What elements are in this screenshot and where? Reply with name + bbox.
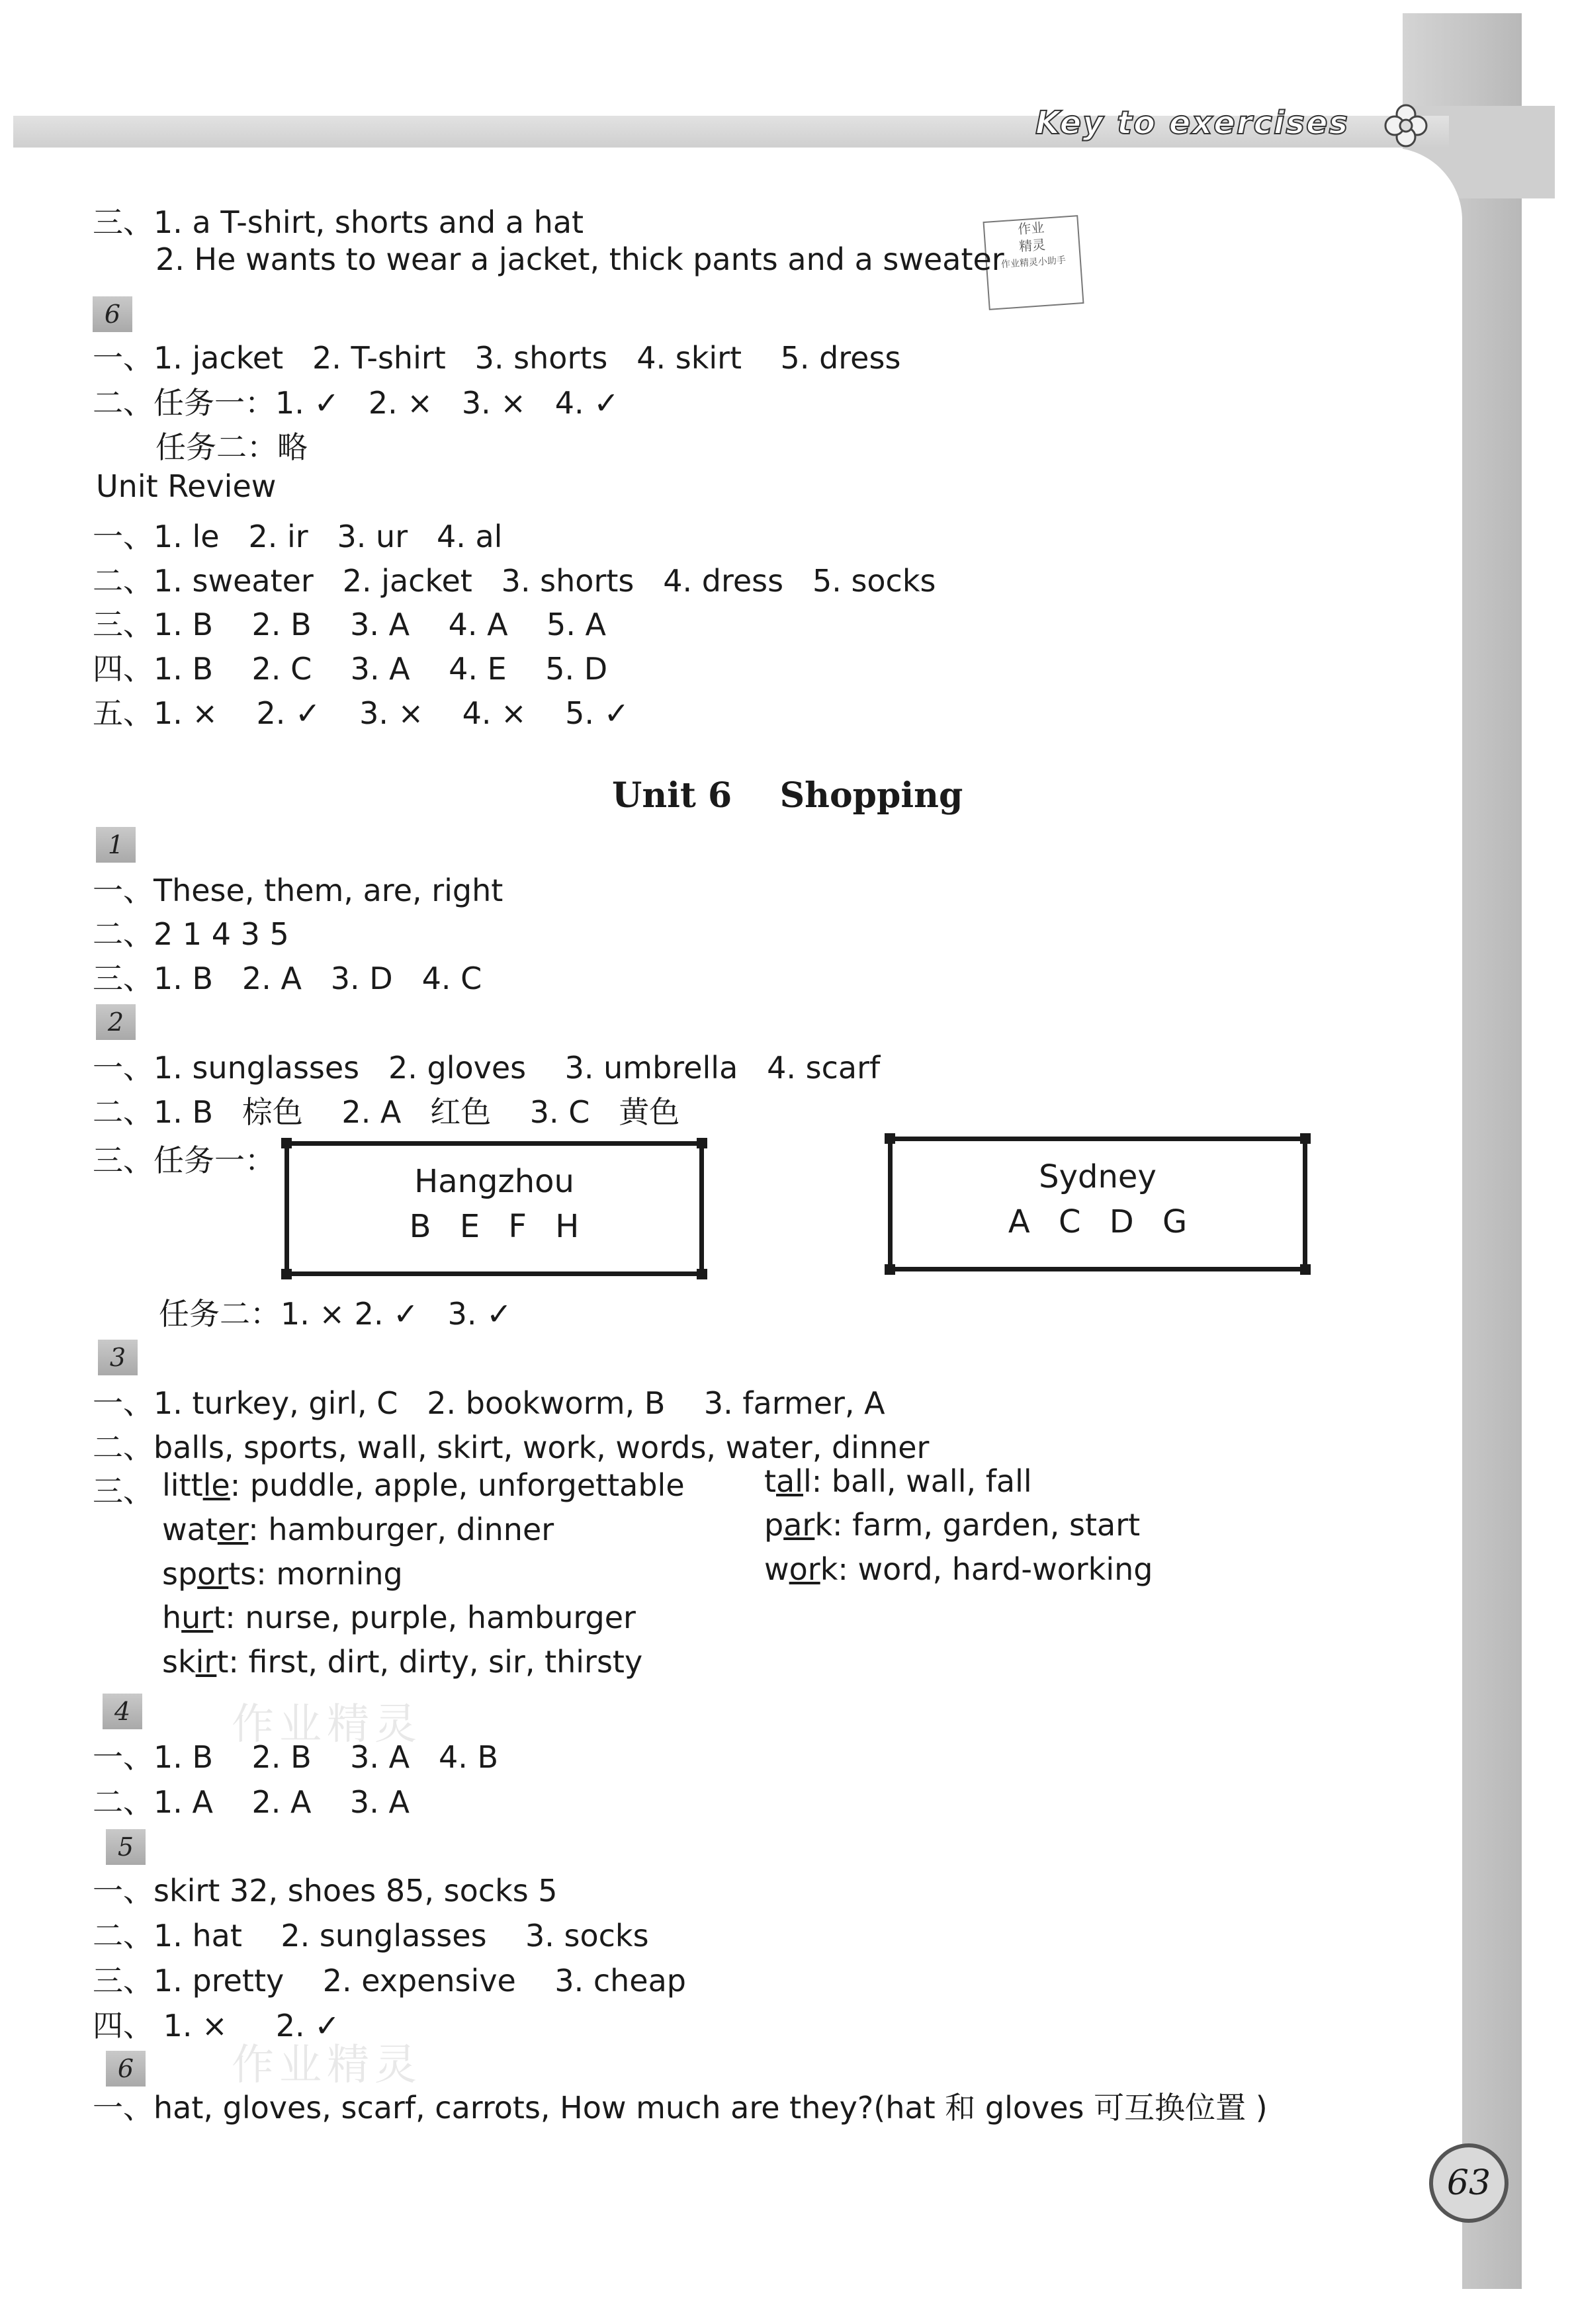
- section-badge: 5: [106, 1829, 146, 1865]
- stamp-line: 作业: [1017, 219, 1045, 237]
- header-title: Key to exercises: [1035, 105, 1350, 142]
- word-rest: l: ball, wall, fall: [803, 1463, 1032, 1499]
- phonics-row: [162, 1467, 685, 1503]
- answer-line: 二、任务一：1. ✓ 2. × 3. × 4. ✓: [93, 385, 619, 421]
- word-part-underlined: ir: [195, 1644, 217, 1680]
- section-badge: 1: [96, 827, 136, 863]
- section-badge: 6: [106, 2051, 146, 2087]
- answer-line: 四、1. B 2. C 3. A 4. E 5. D: [93, 651, 608, 687]
- word-part: sk: [162, 1644, 196, 1680]
- box-corner: [697, 1269, 707, 1279]
- word-part: p: [764, 1507, 784, 1543]
- watermark: 作业精灵: [232, 1700, 422, 1749]
- answer-line: 二、1. A 2. A 3. A: [93, 1784, 410, 1820]
- answer-line: 四、 1. × 2. ✓: [93, 2008, 340, 2044]
- page-number: 63: [1429, 2143, 1508, 2223]
- city-letters: B E F H: [409, 1208, 580, 1245]
- answer-line: 二、1. B 棕色 2. A 红色 3. C 黄色: [93, 1094, 680, 1130]
- word-part-underlined: er: [217, 1512, 249, 1547]
- box-corner: [1300, 1264, 1311, 1275]
- section-badge: 3: [98, 1340, 138, 1375]
- unit-heading: Unit 6 Shopping: [612, 775, 963, 816]
- answer-line: 一、1. le 2. ir 3. ur 4. al: [93, 519, 503, 554]
- city-name: Sydney: [1039, 1158, 1157, 1195]
- answer-line: 一、These, them, are, right: [93, 873, 503, 908]
- word-part-underlined: or: [789, 1551, 820, 1587]
- section-badge: 4: [103, 1694, 142, 1729]
- answer-line: 一、skirt 32, shoes 85, socks 5: [93, 1873, 558, 1909]
- box-corner: [885, 1264, 895, 1275]
- section-title: Unit Review: [96, 468, 277, 504]
- answer-line: 三、1. B 2. A 3. D 4. C: [93, 961, 482, 996]
- section-badge: 6: [93, 296, 132, 332]
- phonics-row: [162, 1644, 642, 1680]
- answer-line: 任务二：1. × 2. ✓ 3. ✓: [159, 1296, 512, 1332]
- stamp-line: 作业精灵小助手: [1000, 255, 1067, 271]
- word-rest: t: first, dirt, dirty, sir, thirsty: [216, 1644, 643, 1680]
- word-rest: : hamburger, dinner: [248, 1512, 554, 1547]
- box-corner: [1300, 1133, 1311, 1144]
- word-part: litt: [162, 1467, 203, 1503]
- box-corner: [697, 1138, 707, 1148]
- word-part-underlined: al: [776, 1463, 804, 1499]
- answer-line: 三、1. B 2. B 3. A 4. A 5. A: [93, 607, 607, 642]
- answer-line: 一、1. B 2. B 3. A 4. B: [93, 1739, 499, 1775]
- phonics-row: [162, 1556, 403, 1592]
- answer-line: 二、2 1 4 3 5: [93, 916, 289, 952]
- stamp-line: 精灵: [1018, 236, 1046, 255]
- phonics-row: [162, 1512, 554, 1547]
- answer-line: 二、1. hat 2. sunglasses 3. socks: [93, 1918, 649, 1954]
- flower-icon: [1383, 103, 1429, 151]
- answer-line: 任务二：略: [155, 429, 308, 465]
- watermark: 作业精灵: [232, 2041, 422, 2090]
- word-rest: ts: morning: [228, 1556, 403, 1592]
- answer-line: 一、1. turkey, girl, C 2. bookworm, B 3. farmer, A: [93, 1385, 885, 1421]
- city-box-sydney: [888, 1137, 1307, 1271]
- phonics-row: [764, 1463, 1032, 1499]
- word-rest: k: word, hard-working: [820, 1551, 1153, 1587]
- word-part: wat: [162, 1512, 218, 1547]
- answer-line: 三、1. pretty 2. expensive 3. cheap: [93, 1963, 686, 1999]
- box-corner: [885, 1133, 895, 1144]
- word-rest: : puddle, apple, unforgettable: [230, 1467, 685, 1503]
- city-box-hangzhou: [284, 1141, 704, 1276]
- answer-line: 三、1. a T-shirt, shorts and a hat: [93, 204, 584, 240]
- word-part: h: [162, 1600, 182, 1635]
- phonics-row: [764, 1551, 1153, 1587]
- box-corner: [281, 1269, 292, 1279]
- word-rest: t: nurse, purple, hamburger: [213, 1600, 636, 1635]
- answer-line: 一、1. jacket 2. T-shirt 3. shorts 4. skirt 5. dress: [93, 340, 901, 376]
- word-part-underlined: or: [197, 1556, 229, 1592]
- word-part-underlined: ar: [783, 1507, 815, 1543]
- list-prefix: 三、: [93, 1473, 153, 1509]
- section-badge: 2: [96, 1004, 136, 1040]
- answer-line: 一、1. sunglasses 2. gloves 3. umbrella 4. scarf: [93, 1050, 881, 1086]
- answer-line: 五、1. × 2. ✓ 3. × 4. × 5. ✓: [93, 695, 630, 731]
- city-letters: A C D G: [1008, 1203, 1188, 1240]
- word-part: t: [764, 1463, 777, 1499]
- city-name: Hangzhou: [414, 1163, 574, 1200]
- answer-line: 二、1. sweater 2. jacket 3. shorts 4. dress 5. socks: [93, 563, 936, 599]
- phonics-row: [162, 1600, 636, 1635]
- answer-line: 2. He wants to wear a jacket, thick pants and a sweater: [155, 241, 1004, 277]
- answer-line: 三、任务一：: [93, 1142, 275, 1178]
- word-part-underlined: ur: [181, 1600, 214, 1635]
- box-corner: [281, 1138, 292, 1148]
- word-part-underlined: le: [202, 1467, 230, 1503]
- word-rest: k: farm, garden, start: [814, 1507, 1141, 1543]
- word-part: sp: [162, 1556, 198, 1592]
- phonics-row: [764, 1507, 1140, 1543]
- word-part: w: [764, 1551, 789, 1587]
- answer-line: 一、hat, gloves, scarf, carrots, How much are they?(hat 和 gloves 可互换位置 ): [93, 2090, 1268, 2126]
- answer-line: 二、balls, sports, wall, skirt, work, words, water, dinner: [93, 1430, 930, 1465]
